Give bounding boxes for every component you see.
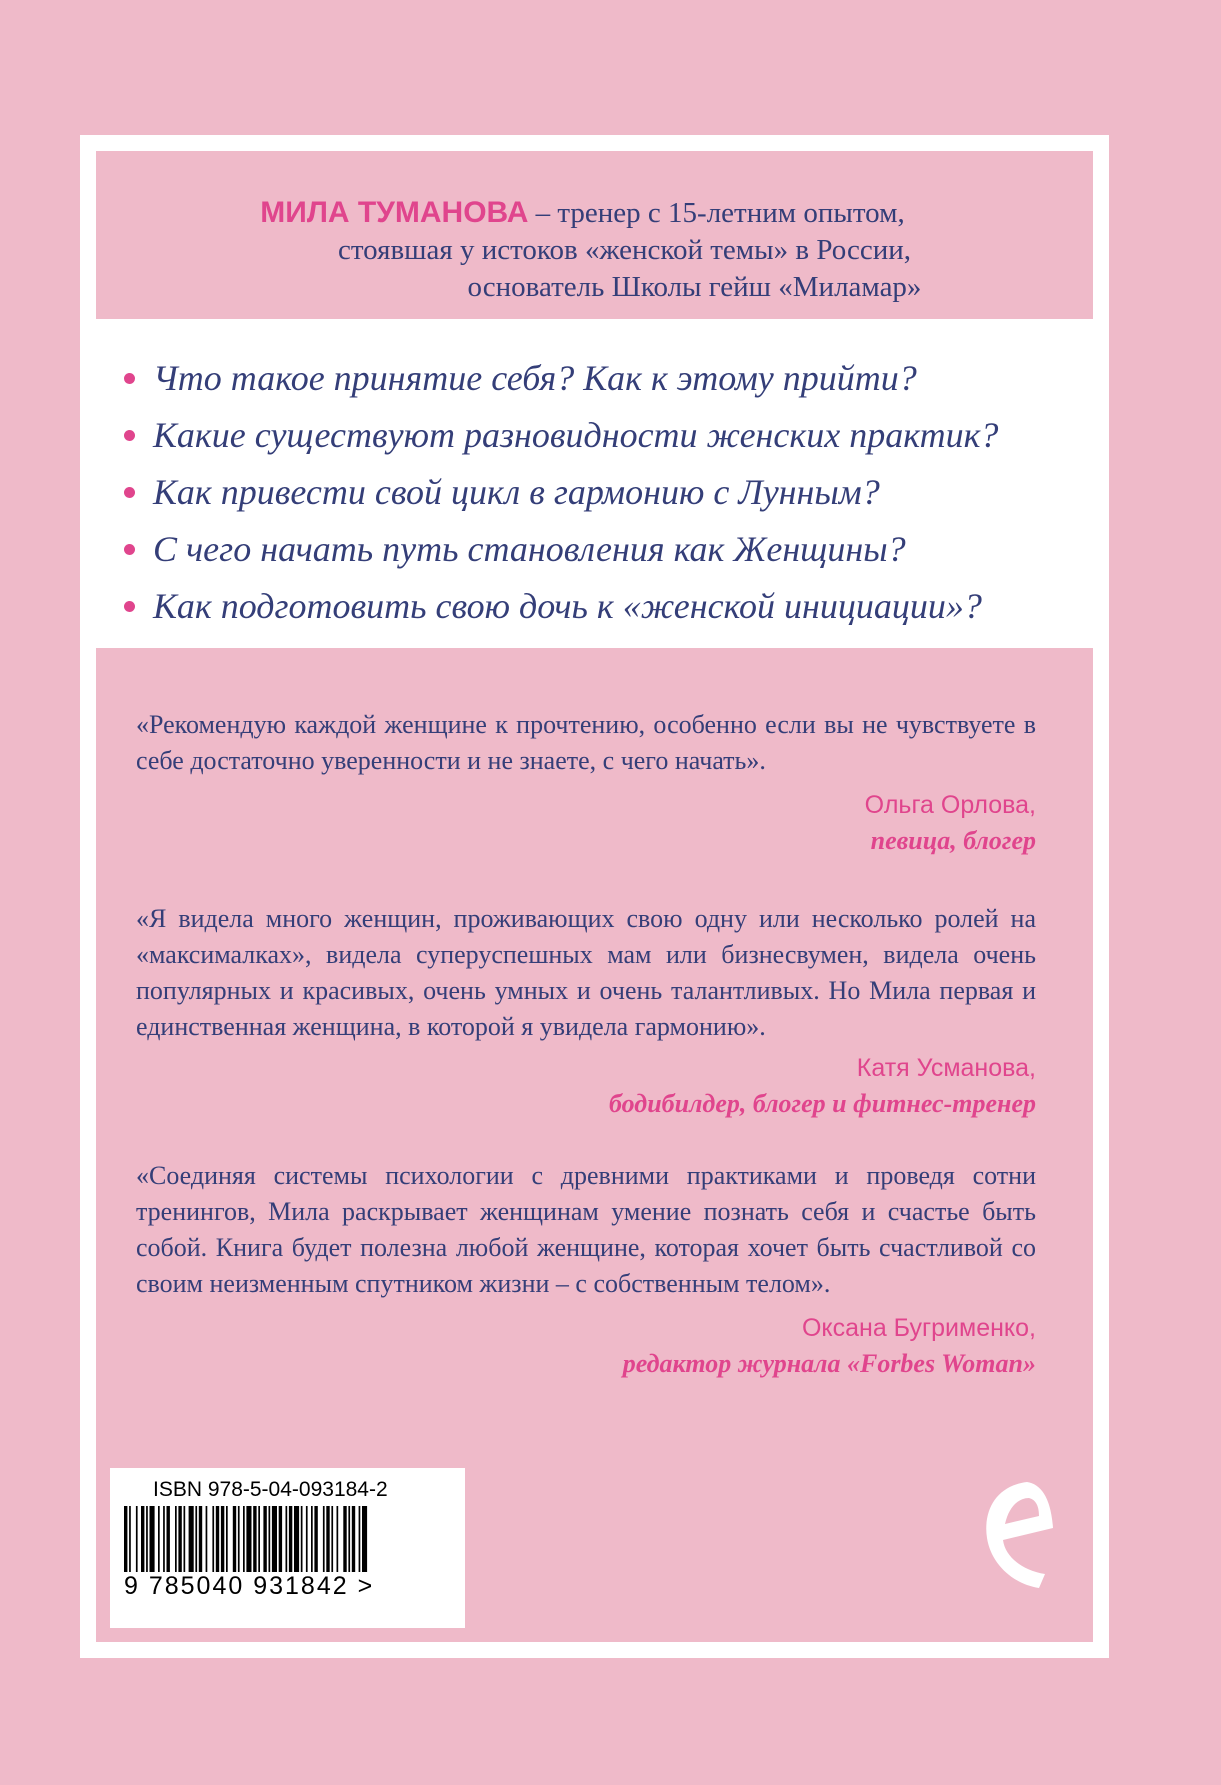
- testimonials: [96, 648, 1093, 1642]
- barcode-bar: [206, 1506, 208, 1572]
- barcode-bar: [343, 1506, 346, 1572]
- barcode-bar: [195, 1506, 197, 1572]
- barcode-bar: [246, 1506, 251, 1572]
- bullet-icon: [124, 373, 135, 384]
- barcode-bar: [136, 1506, 138, 1572]
- barcode-bar: [331, 1506, 333, 1572]
- barcode-bar: [301, 1506, 303, 1572]
- author-intro-line-1: – тренер с 15-летним опытом,: [528, 197, 905, 229]
- barcode-bar: [272, 1506, 277, 1572]
- bullet-icon: [124, 487, 135, 498]
- isbn-label: ISBN 978-5-04-093184-2: [153, 1478, 388, 1501]
- barcode-bar: [146, 1506, 148, 1572]
- author-intro: [96, 151, 1093, 319]
- barcode-bar: [362, 1506, 367, 1572]
- barcode-digits: 9 785040 931842 >: [124, 1572, 375, 1600]
- question-item: Как привести свой цикл в гармонию с Лунным?: [124, 464, 1093, 521]
- testimonial-role: певица, блогер: [870, 826, 1036, 855]
- testimonial-role: редактор журнала «Forbes Woman»: [622, 1349, 1036, 1378]
- testimonial-attribution: [136, 1310, 1036, 1382]
- author-intro-line-3: основатель Школы гейш «Миламар»: [467, 271, 922, 303]
- barcode-bar: [141, 1506, 144, 1572]
- barcode-bar: [184, 1506, 186, 1572]
- barcode-bar: [226, 1506, 228, 1572]
- bullet-icon: [124, 544, 135, 555]
- barcode-bar: [323, 1506, 325, 1572]
- barcode-bar: [326, 1506, 329, 1572]
- barcode-bars: [124, 1506, 449, 1572]
- barcode-bar: [314, 1506, 317, 1572]
- barcode-bar: [189, 1506, 194, 1572]
- barcode-bar: [124, 1506, 127, 1572]
- barcode-bar: [263, 1506, 266, 1572]
- question-item: Какие существуют разновидности женских практик?: [124, 407, 1093, 464]
- barcode-bar: [359, 1506, 361, 1572]
- author-intro-line-2: стоявшая у истоков «женской темы» в России,: [338, 234, 911, 266]
- testimonial-author: Оксана Бугрименко,: [801, 1314, 1036, 1342]
- question-item: Что такое принятие себя? Как к этому прийти?: [124, 350, 1093, 407]
- testimonial-quote: «Рекомендую каждой женщине к прочтению, особенно если вы не чувствуете в себе достаточно уверенности и не знаете, с чего начать».: [136, 710, 1036, 775]
- barcode-bar: [150, 1506, 155, 1572]
- testimonial-attribution: [136, 787, 1036, 859]
- question-list: [96, 319, 1093, 648]
- cover-frame: [80, 135, 1109, 1658]
- barcode-bar: [158, 1506, 160, 1572]
- bullet-icon: [124, 601, 135, 612]
- question-item: Как подготовить свою дочь к «женской инициации»?: [124, 578, 1093, 635]
- barcode-bar: [167, 1506, 170, 1572]
- question-item: С чего начать путь становления как Женщины?: [124, 521, 1093, 578]
- barcode-bar: [286, 1506, 288, 1572]
- barcode-bar: [279, 1506, 282, 1572]
- barcode-bar: [352, 1506, 355, 1572]
- testimonial-role: бодибилдер, блогер и фитнес-тренер: [609, 1089, 1036, 1118]
- testimonial-author: Ольга Орлова,: [864, 791, 1036, 819]
- barcode-bar: [233, 1506, 236, 1572]
- barcode-bar: [238, 1506, 240, 1572]
- barcode-bar: [258, 1506, 260, 1572]
- author-name: МИЛА ТУМАНОВА: [260, 196, 529, 229]
- barcode-bar: [253, 1506, 256, 1572]
- barcode-bar: [178, 1506, 181, 1572]
- barcode-bar: [212, 1506, 214, 1572]
- eksmo-logo-icon: [981, 1476, 1059, 1594]
- barcode-bar: [175, 1506, 177, 1572]
- barcode-bar: [306, 1506, 308, 1572]
- barcode-bar: [129, 1506, 131, 1572]
- testimonial-attribution: [136, 1050, 1036, 1122]
- barcode-bar: [163, 1506, 165, 1572]
- testimonial-author: Катя Усманова,: [856, 1054, 1036, 1082]
- testimonial-quote: «Я видела много женщин, проживающих свою одну или несколько ролей на «максималках», видела суперуспешных мам или бизнесвумен, видела очень популярных и красивых, очень умных и очень талантливых. Но Мила первая и единственная женщина, в которой я увидела гармонию».: [136, 904, 1036, 1041]
- barcode-bar: [348, 1506, 350, 1572]
- barcode-bar: [294, 1506, 299, 1572]
- barcode-bar: [221, 1506, 224, 1572]
- isbn-barcode: [110, 1468, 465, 1628]
- barcode-bar: [289, 1506, 292, 1572]
- barcode-bar: [243, 1506, 245, 1572]
- testimonial-quote: «Соединяя системы психологии с древними практиками и проведя сотни тренингов, Мила раскрывает женщинам умение познать себя и счастье быть собой. Книга будет полезна любой женщине, которая хочет быть счастливой со своим неизменным спутником жизни – с собственным телом».: [136, 1161, 1036, 1298]
- barcode-bar: [216, 1506, 219, 1572]
- barcode-bar: [199, 1506, 202, 1572]
- barcode-bar: [337, 1506, 339, 1572]
- barcode-bar: [269, 1506, 271, 1572]
- bullet-icon: [124, 430, 135, 441]
- barcode-bar: [311, 1506, 313, 1572]
